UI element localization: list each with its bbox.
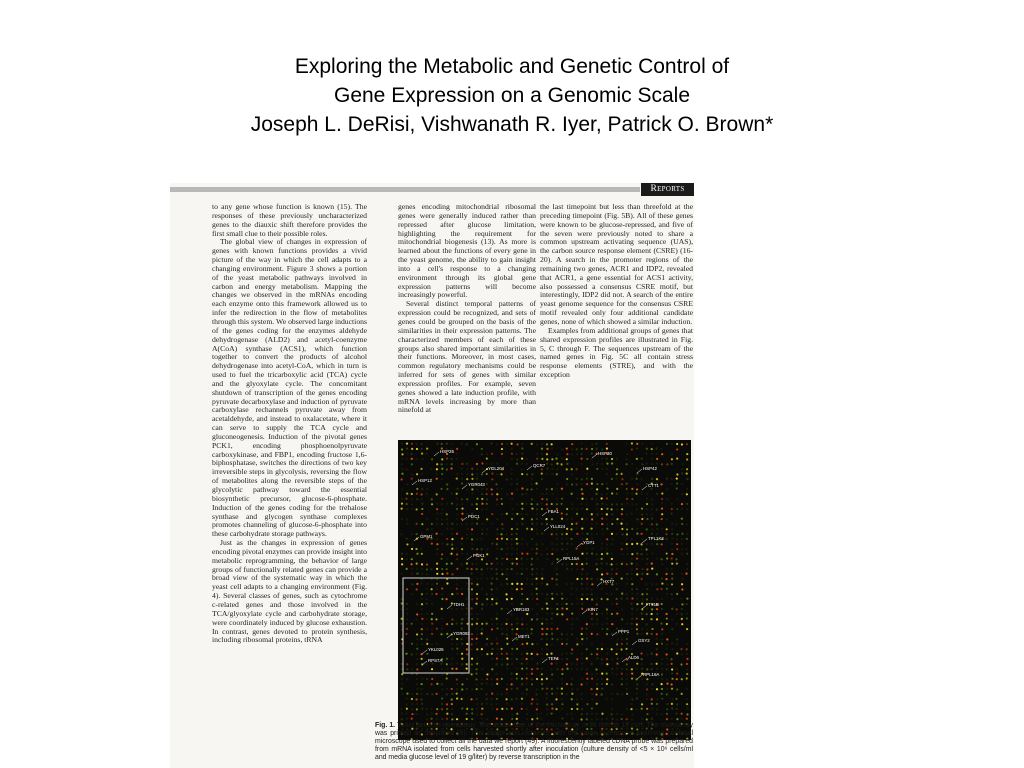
- gene-label: YKL026: [428, 647, 444, 652]
- gene-label: TY1B: [648, 602, 659, 607]
- gene-label: ALD6: [628, 655, 639, 660]
- gene-label: YGP1: [583, 540, 595, 545]
- figure-caption: [375, 722, 693, 762]
- label-pointer: [642, 486, 647, 490]
- gene-label: HSP26: [440, 449, 454, 454]
- gene-label: TPL1K2: [648, 536, 664, 541]
- gene-label: HSP30: [598, 451, 612, 456]
- paragraph: Just as the changes in expression of genes encoding pivotal enzymes can provide insight into metabolic reprogramming, the behavior of large groups of functionally related genes can provide a broad view of the systematic way in which the yeast cell adapts to a changing environment (Fig. 4). Several classes of genes, such as cytochrome c-related genes and those involved in the TCA/glyoxylate cycle and carbohydrate storage, were coordinately induced by glucose exhaustion. In contrast, genes devoted to protein synthesis, including ribosomal proteins, tRNA: [212, 538, 367, 645]
- label-pointer: [577, 543, 582, 547]
- text-column-2: [398, 203, 536, 438]
- paragraph: Examples from additional groups of genes that shared expression profiles are illustrated in Fig. 5, C through F. The sequences upstream of the named genes in Fig. 5C all contain stress response elements (STRE), and with the exception: [540, 325, 693, 380]
- gene-label: TDH1: [453, 602, 465, 607]
- title-line-2: Gene Expression on a Genomic Scale: [333, 84, 691, 107]
- gene-label: HSP42: [643, 466, 657, 471]
- gene-label: MET1: [518, 634, 530, 639]
- gene-label: QCR7: [533, 463, 546, 468]
- gene-label: HXT7: [603, 579, 615, 584]
- slide-title: [0, 52, 1024, 139]
- label-pointer: [422, 650, 427, 654]
- gene-label: YBR183: [513, 607, 530, 612]
- paragraph: Several distinct temporal patterns of expression could be recognized, and sets of genes could be grouped on the basis of the similarities in their expression patterns. The characterized members of each of these groups also shared important similarities in their functions. Moreover, in most cases, common regulatory mechanisms could be inferred for sets of genes with similar expression profiles. For example, seven genes showed a late induction profile, with mRNA levels increasing by more than ninefold at: [398, 299, 536, 415]
- header-rule: [170, 187, 640, 192]
- label-pointer: [632, 641, 637, 645]
- section-badge: [641, 183, 694, 196]
- gene-label: PGK1: [473, 553, 485, 558]
- label-pointer: [462, 485, 467, 489]
- gene-label: FBA1: [548, 509, 559, 514]
- gene-label: GSY2: [638, 638, 650, 643]
- label-pointer: [637, 675, 642, 679]
- paper-page-scan: [170, 183, 694, 768]
- section-label: Reports: [650, 184, 685, 194]
- gene-label: PPP1: [618, 629, 630, 634]
- microarray-figure: [398, 440, 691, 740]
- label-pointer: [592, 454, 597, 458]
- text-column-1: [212, 203, 367, 768]
- label-pointer: [527, 466, 532, 470]
- text-column-3: [540, 203, 693, 438]
- gene-label: YGL204: [488, 466, 505, 471]
- gene-label: YLL024: [550, 524, 566, 529]
- gene-label: RPL16A: [643, 672, 660, 677]
- label-pointer: [434, 452, 439, 456]
- gene-label: GPM1: [420, 534, 433, 539]
- label-pointer: [637, 469, 642, 473]
- gene-label: RPS7A: [428, 658, 443, 663]
- gene-label: PDC1: [468, 514, 480, 519]
- gene-label: KIN7: [588, 607, 598, 612]
- caption-text: Yeast genome microarray. The actual size of the microarray is 18 mm by 18 mm. The microarray was printed as described (9). This image was obtained with the same fluorescent scanning confocal microscope used to collect all the data we report (49). A fluorescently labeled cDNA probe was prepared from mRNA isolated from cells harvested shortly after inoculation (culture density of <5 × 10⁶ cells/ml and media glucose level of 19 g/liter) by reverse transcription in the: [375, 722, 693, 761]
- gene-label: CTT1: [648, 483, 659, 488]
- label-pointer: [582, 610, 587, 614]
- label-pointer: [544, 527, 549, 531]
- label-pointer: [414, 537, 419, 541]
- gene-label: RPL15A: [563, 556, 580, 561]
- caption-label: Fig. 1.: [375, 722, 396, 729]
- paragraph: the last timepoint but less than threefold at the preceding timepoint (Fig. 5B). All of these genes were known to be glucose-repressed, and five of the seven were previously noted to share a common upstream activating sequence (UAS), the carbon source response element (CSRE) (16-20). A search in the promoter regions of the remaining two genes, ACR1 and IDP2, revealed that ACR1, a gene essential for ACS1 activity, also possessed a consensus CSRE motif, but interestingly, IDP2 did not. A search of the entire yeast genome sequence for the consensus CSRE motif revealed only four additional candidate genes, none of which showed a similar induction.: [540, 203, 693, 326]
- label-pointer: [467, 556, 472, 560]
- gene-label: HSP12: [418, 478, 432, 483]
- label-pointer: [542, 512, 547, 516]
- gene-label: TEF4: [548, 656, 559, 661]
- gene-label: YGR093: [453, 631, 470, 636]
- gene-label: YGR043: [468, 482, 485, 487]
- paragraph: to any gene whose function is known (15). The responses of these previously uncharacterized genes to the diauxic shift therefore provides the first small clue to their possible roles.: [212, 203, 367, 238]
- microarray-image: [398, 440, 691, 740]
- title-line-1: Exploring the Metabolic and Genetic Control of: [294, 55, 730, 78]
- paragraph: genes encoding mitochondrial ribosomal genes were generally induced rather than repressed after glucose limitation, highlighting the requirement for mitochondrial biogenesis (13). As more is learned about the functions of every gene in the yeast genome, the ability to gain insight into a cell's response to a changing environment through its global gene expression patterns will become increasingly powerful.: [398, 203, 536, 300]
- authors-line: Joseph L. DeRisi, Vishwanath R. Iyer, Patrick O. Brown*: [250, 113, 774, 136]
- paragraph: The global view of changes in expression of genes with known functions provides a vivid picture of the way in which the cell adapts to a changing environment. Figure 3 shows a portion of the yeast metabolic pathways involved in carbon and energy metabolism. Mapping the changes we observed in the mRNAs encoding each enzyme onto this framework allowed us to infer the redirection in the flow of metabolites through this system. We observed large inductions of the genes coding for the enzymes aldehyde dehydrogenase (ALD2) and acetyl-coenzyme A(CoA) synthase (ACS1), which function together to convert the products of alcohol dehydrogenase into acetyl-CoA, which in turn is used to fuel the tricarboxylic acid (TCA) cycle and the glyoxylate cycle. The concomitant shutdown of transcription of the genes encoding pyruvate decarboxylase and induction of pyruvate carboxylase rechannels pyruvate away from acetaldehyde, and instead to oxalacetate, where it can serve to supply the TCA cycle and gluconeogenesis. Induction of the pivotal genes PCK1, encoding phosphoenolpyruvate carboxykinase, and FBP1, encoding fructose 1,6-biphosphatase, switches the directions of two key irreversible steps in glycolysis, reversing the flow of metabolites along the reversible steps of the glycolytic pathway toward the essential biosynthetic precursor, glucose-6-phosphate. Induction of the genes coding for the trehalose synthase and glycogen synthase complexes promotes channeling of glucose-6-phosphate into these carbohydrate storage pathways.: [212, 237, 367, 539]
